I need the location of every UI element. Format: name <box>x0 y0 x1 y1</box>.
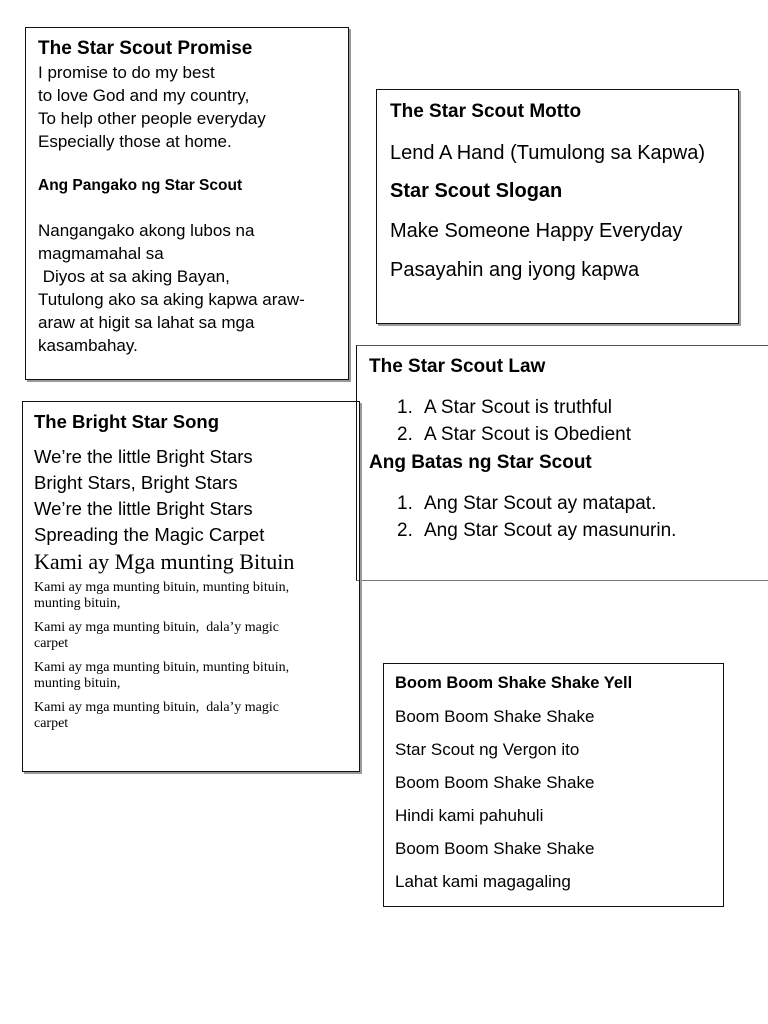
motto-box <box>376 89 739 324</box>
song-verse <box>34 620 359 652</box>
yell-box <box>383 663 724 907</box>
motto-text: Lend A Hand (Tumulong sa Kapwa) <box>390 142 706 164</box>
yell-line: Boom Boom Shake Shake <box>395 707 595 726</box>
promise-filipino-title: Ang Pangako ng Star Scout <box>38 177 243 194</box>
song-verse-line: Kami ay mga munting bituin, munting bituin, <box>34 580 290 595</box>
law-item <box>369 394 676 421</box>
law-item-text: A Star Scout is Obedient <box>424 424 632 445</box>
promise-box <box>25 27 349 380</box>
slogan-text: Make Someone Happy Everyday <box>390 220 683 242</box>
song-english-lyrics <box>34 444 359 548</box>
yell-line: Lahat kami magagaling <box>395 872 571 891</box>
song-english-line: Bright Stars, Bright Stars <box>34 472 238 493</box>
law-filipino-item <box>369 490 676 517</box>
song-filipino-title: Kami ay Mga munting Bituin <box>34 549 295 574</box>
promise-english-line: Especially those at home. <box>38 132 232 151</box>
song-english-line: Spreading the Magic Carpet <box>34 524 265 545</box>
law-filipino-list <box>369 490 676 544</box>
song-verse <box>34 700 359 732</box>
law-filipino-title: Ang Batas ng Star Scout <box>369 452 592 473</box>
song-verse <box>34 660 359 692</box>
slogan-filipino-text: Pasayahin ang iyong kapwa <box>390 259 640 281</box>
song-verse-line: carpet <box>34 716 69 731</box>
song-box <box>22 401 360 772</box>
yell-line: Boom Boom Shake Shake <box>395 773 595 792</box>
song-verse-line: Kami ay mga munting bituin, dala’y magic <box>34 620 279 635</box>
law-item-text: Ang Star Scout ay matapat. <box>424 493 657 514</box>
song-title: The Bright Star Song <box>34 411 219 432</box>
yell-line: Star Scout ng Vergon ito <box>395 740 580 759</box>
song-verse-line: Kami ay mga munting bituin, munting bituin, <box>34 660 290 675</box>
promise-filipino-line: araw at higit sa lahat sa mga <box>38 313 255 332</box>
promise-filipino-line: Diyos at sa aking Bayan, <box>38 267 230 286</box>
law-title: The Star Scout Law <box>369 356 546 377</box>
song-verse-line: munting bituin, <box>34 676 121 691</box>
promise-english-line: to love God and my country, <box>38 86 250 105</box>
law-item-number: 1. <box>397 493 413 514</box>
promise-filipino-line: Nangangako akong lubos na <box>38 221 255 240</box>
law-item-number: 2. <box>397 520 413 541</box>
song-verse <box>34 580 359 612</box>
law-item-text: A Star Scout is truthful <box>424 397 612 418</box>
law-filipino-item <box>369 517 676 544</box>
law-item-text: Ang Star Scout ay masunurin. <box>424 520 677 541</box>
promise-english-text <box>38 61 348 153</box>
promise-filipino-line: kasambahay. <box>38 336 138 355</box>
song-verse-line: munting bituin, <box>34 596 121 611</box>
song-english-line: We’re the little Bright Stars <box>34 498 253 519</box>
motto-title: The Star Scout Motto <box>390 101 582 122</box>
promise-english-line: To help other people everyday <box>38 109 266 128</box>
law-list <box>369 394 676 448</box>
promise-english-line: I promise to do my best <box>38 63 215 82</box>
yell-line: Hindi kami pahuhuli <box>395 806 544 825</box>
song-english-line: We’re the little Bright Stars <box>34 446 253 467</box>
promise-filipino-line: magmamahal sa <box>38 244 164 263</box>
yell-line: Boom Boom Shake Shake <box>395 839 595 858</box>
law-item-number: 1. <box>397 397 413 418</box>
slogan-title: Star Scout Slogan <box>390 180 563 202</box>
law-box <box>356 345 768 581</box>
law-item <box>369 421 676 448</box>
song-verse-line: Kami ay mga munting bituin, dala’y magic <box>34 700 279 715</box>
yell-title: Boom Boom Shake Shake Yell <box>395 674 633 692</box>
promise-filipino-text <box>38 219 348 357</box>
promise-title: The Star Scout Promise <box>38 38 253 59</box>
law-item-number: 2. <box>397 424 413 445</box>
song-verse-line: carpet <box>34 636 69 651</box>
promise-filipino-line: Tutulong ako sa aking kapwa araw- <box>38 290 305 309</box>
